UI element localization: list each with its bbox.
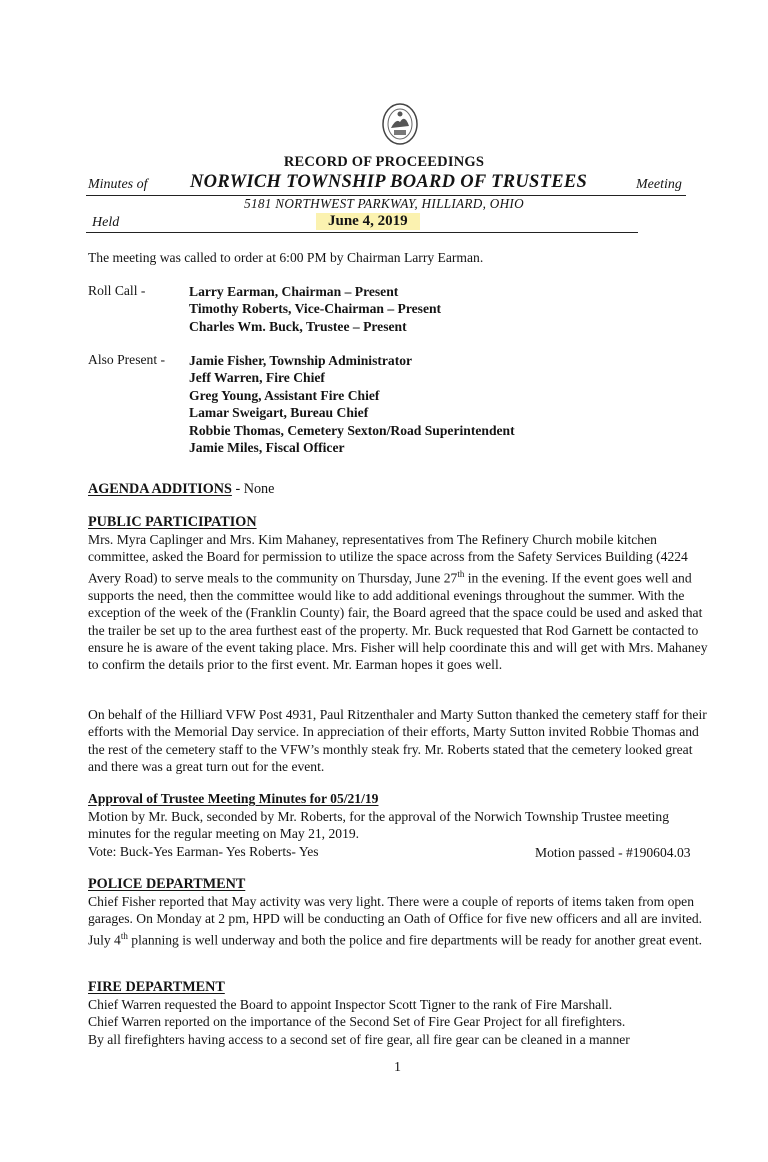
fire-heading: FIRE DEPARTMENT [88,979,225,995]
public-paragraph-2: On behalf of the Hilliard VFW Post 4931, Paul Ritzenthaler and Marty Sutton thanked the cemetery staff for their efforts with the Memorial Day service. In appreciation of their efforts, Marty Sutton invited Robbie Thomas and the rest of the cemetery staff to the VFW’s monthly steak fry. Mr. Roberts stated that the cemetery looked great and there was a great turn out for the event. [88,707,707,775]
public-participation-heading: PUBLIC PARTICIPATION [88,514,257,530]
also-present-name: Robbie Thomas, Cemetery Sexton/Road Superintendent [189,422,515,438]
roll-call-label: Roll Call - [88,283,146,298]
page-number: 1 [394,1060,401,1075]
fire-line: Chief Warren requested the Board to appoint Inspector Scott Tigner to the rank of Fire Marshall. [88,997,613,1012]
also-present-label: Also Present - [88,352,166,367]
also-present-name: Jeff Warren, Fire Chief [189,370,325,386]
approval-vote: Vote: Buck-Yes Earman- Yes Roberts- Yes [88,844,319,859]
call-to-order: The meeting was called to order at 6:00 PM by Chairman Larry Earman. [88,250,484,265]
board-name: NORWICH TOWNSHIP BOARD OF TRUSTEES [190,172,588,192]
fire-paragraph [88,996,728,1048]
roll-call-name: Larry Earman, Chairman – Present [189,284,399,299]
minutes-of-label: Minutes of [88,177,148,192]
township-seal-icon [378,100,422,148]
agenda-heading-text: AGENDA ADDITIONS [88,481,232,497]
also-present-name: Jamie Miles, Fiscal Officer [189,440,345,456]
roll-call-name: Timothy Roberts, Vice-Chairman – Present [189,301,442,317]
police-heading: POLICE DEPARTMENT [88,876,246,892]
approval-motion: Motion passed - #190604.03 [535,845,691,860]
fire-line: Chief Warren reported on the importance of the Second Set of Fire Gear Project for all firefighters. [88,1014,626,1030]
fire-line: By all firefighters having access to a second set of fire gear, all fire gear can be cleaned in a manner [88,1031,630,1047]
held-label: Held [92,215,120,230]
police-sup: th [120,930,128,941]
held-date: June 4, 2019 [316,213,420,230]
agenda-heading-suffix: - None [231,481,275,497]
also-present-name: Greg Young, Assistant Fire Chief [189,387,380,403]
police-text-rest: planning is well underway and both the police and fire departments will be ready for another great event. [127,932,703,948]
public-p1-sup: th [457,568,465,579]
meeting-label: Meeting [636,177,682,192]
public-p1-text-rest: in the evening. If the event goes well and supports the need, then the committee would like to add additional evenings throughout the summer. With the exception of the week of the (Franklin County) fair, the Board agreed that the space could be used and asked that the trailer be set up to the area furthest east of the property. Mr. Buck requested that Rod Garnett be contacted to ensure he is aware of the event taking place. Mrs. Fisher will help coordinate this and will get with Mrs. Mahaney to confirm the details prior to the first event. Mr. Earman hopes it goes well. [88,570,708,673]
agenda-additions-heading [88,481,274,498]
record-title: RECORD OF PROCEEDINGS [283,154,485,170]
header-rule-bottom [86,232,638,233]
police-text: Chief Fisher reported that May activity was very light. There were a couple of reports of items taken from open garages. On Monday at 2 pm, HPD will be conducting an Oath of Office for five new officers and all are invited. July 4 [88,894,703,948]
public-p1-text: Mrs. Myra Caplinger and Mrs. Kim Mahaney, representatives from The Refinery Church mobile kitchen committee, asked the Board for permission to utilize the space across from the Safety Services Building (4224 Avery Road) to serve meals to the community on Thursday, June 27 [88,532,688,586]
roll-call-list [189,283,441,335]
also-present-list [189,352,515,456]
public-paragraph-1 [88,531,708,674]
also-present-name: Jamie Fisher, Township Administrator [189,353,413,368]
also-present-name: Lamar Sweigart, Bureau Chief [189,405,369,421]
approval-heading: Approval of Trustee Meeting Minutes for 05/21/19 [88,791,379,806]
roll-call-name: Charles Wm. Buck, Trustee – Present [189,318,407,334]
approval-text: Motion by Mr. Buck, seconded by Mr. Roberts, for the approval of the Norwich Township Trustee meeting minutes for the regular meeting on May 21, 2019. [88,809,669,842]
police-paragraph [88,893,708,949]
township-address: 5181 NORTHWEST PARKWAY, HILLIARD, OHIO [244,196,524,211]
